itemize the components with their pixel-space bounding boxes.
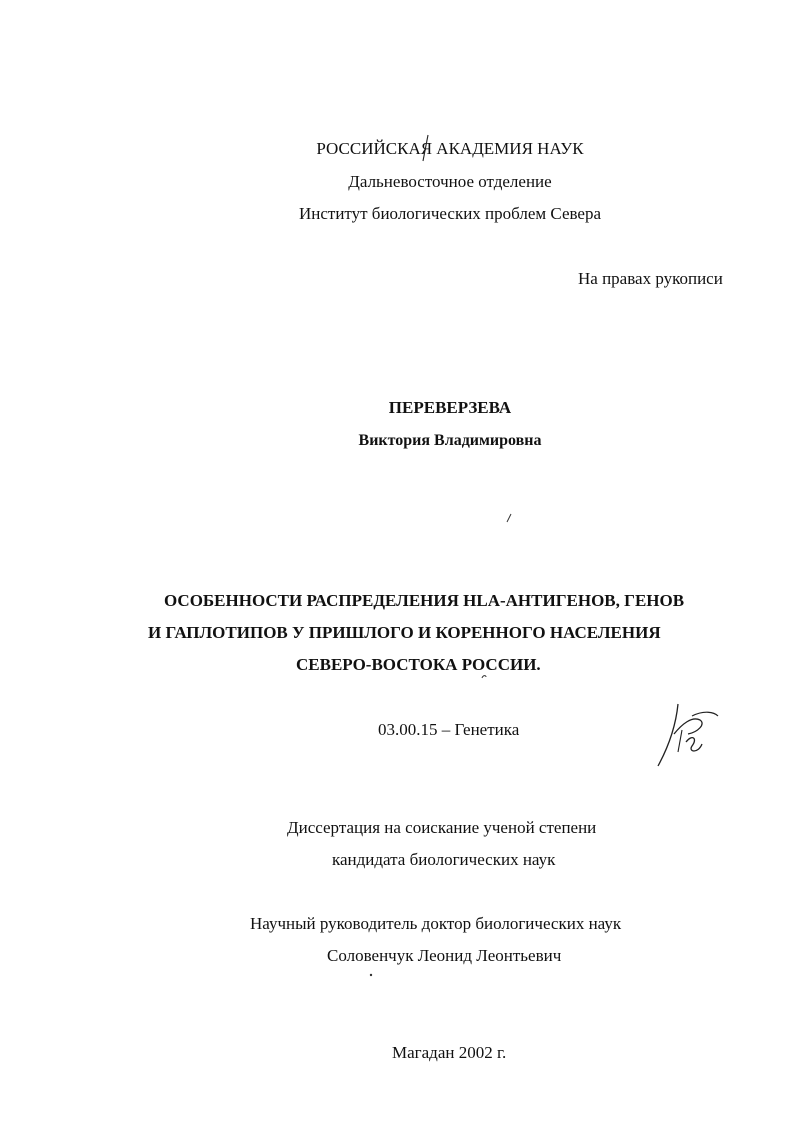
degree-line-2: кандидата биологических наук <box>332 850 556 869</box>
author-given-names: Виктория Владимировна <box>358 432 542 449</box>
dissertation-title-line-1: ОСОБЕННОСТИ РАСПРЕДЕЛЕНИЯ HLA-АНТИГЕНОВ, ГЕНОВ <box>164 591 685 610</box>
ink-speck <box>368 972 374 978</box>
division-name: Дальневосточное отделение <box>348 172 552 191</box>
dissertation-title-line-2: И ГАПЛОТИПОВ У ПРИШЛОГО И КОРЕННОГО НАСЕЛЕНИЯ <box>148 623 661 642</box>
pen-stroke-mark <box>418 133 432 163</box>
dissertation-title-line-3: СЕВЕРО-ВОСТОКА РОССИИ. <box>296 655 541 674</box>
ink-speck <box>505 513 513 523</box>
institute-name: Институт биологических проблем Севера <box>298 204 602 223</box>
place-and-year: Магадан 2002 г. <box>392 1043 507 1062</box>
organization-name: РОССИЙСКАЯ АКАДЕМИЯ НАУК <box>316 139 584 158</box>
handwritten-signature <box>648 694 728 774</box>
degree-line-1: Диссертация на соискание ученой степени <box>287 818 597 837</box>
specialty-code: 03.00.15 – Генетика <box>378 720 520 739</box>
manuscript-rights-note: На правах рукописи <box>578 269 723 288</box>
ink-speck <box>480 673 488 681</box>
supervisor-name: Соловенчук Леонид Леонтьевич <box>327 946 562 965</box>
supervisor-line-1: Научный руководитель доктор биологических наук <box>250 914 622 933</box>
author-surname: ПЕРЕВЕРЗЕВА <box>388 398 512 417</box>
